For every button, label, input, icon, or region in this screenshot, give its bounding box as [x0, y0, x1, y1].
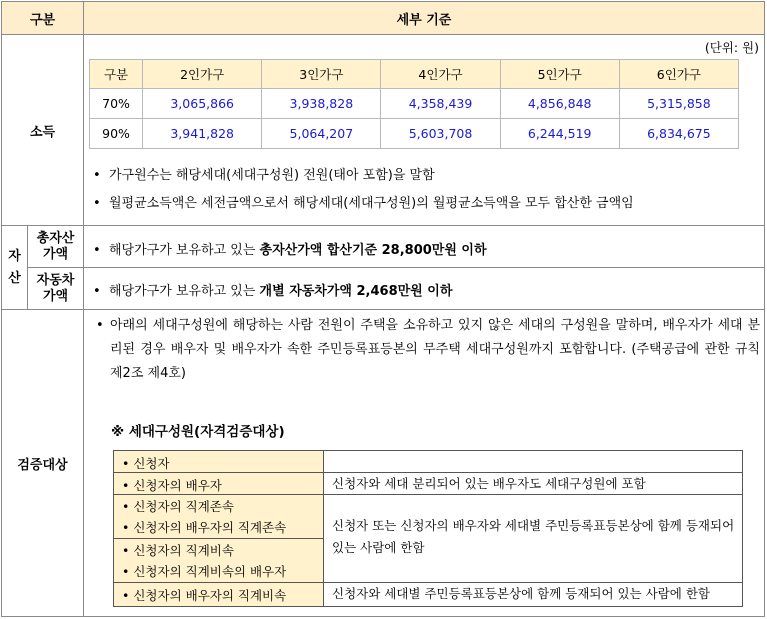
- car-value-criterion: [93, 280, 452, 304]
- condition-cell: [324, 583, 742, 606]
- car-value-label-line2: 가액: [42, 288, 69, 304]
- criterion-text: 해당가구가 보유하고 있는: [109, 243, 260, 258]
- target-description-text: 아래의 세대구성원에 해당하는 사람 전원이 주택을 소유하고 있지 않은 세대의 구성원을 말하며, 배우자가 세대 분리된 경우 배우자 및 배우자가 속한 주민등록표등본의 무주택 세대구성원까지 포함합니다. (주택공급에 관한 규칙 제2조 제4호): [110, 318, 760, 381]
- car-value-label: [28, 268, 84, 310]
- income-label: 소득: [2, 35, 84, 226]
- table-header-cell: 3인가구: [262, 60, 381, 89]
- member-cell: [114, 583, 324, 606]
- income-threshold-table: [89, 59, 739, 149]
- asset-label-line2: 산: [8, 270, 21, 286]
- bullet-icon: •: [93, 284, 101, 299]
- header-details: 세부 기준: [84, 2, 764, 35]
- member-cell: [114, 539, 324, 583]
- member-item: • 신청자의 직계비속의 배우자: [122, 564, 287, 579]
- total-asset-label-line1: 총자산: [36, 230, 75, 246]
- condition-text: 신청자와 세대 분리되어 있는 배우자도 세대구성원에 포함: [332, 476, 646, 491]
- total-asset-label: [28, 226, 84, 268]
- condition-cell-empty: [324, 451, 742, 473]
- table-cell-amount: 6,834,675: [619, 119, 738, 149]
- table-row: [90, 89, 739, 119]
- table-cell-amount: 6,244,519: [500, 119, 619, 149]
- condition-text: 신청자와 세대별 주민등록표등본상에 함께 등재되어 있는 사람에 한함: [332, 586, 710, 601]
- asset-label-line1: 자: [8, 248, 21, 264]
- table-header-row: [90, 60, 739, 89]
- condition-text: 신청자 또는 신청자의 배우자와 세대별 주민등록표등본상에 함께 등재되어 있는 사람에 한함: [332, 518, 735, 555]
- member-item: • 신청자의 직계비속: [122, 543, 234, 558]
- table-header-cell: 구분: [90, 60, 143, 89]
- member-item: • 신청자: [122, 456, 170, 471]
- criterion-text: 해당가구가 보유하고 있는: [109, 284, 260, 299]
- target-label: 검증대상: [2, 310, 84, 616]
- table-cell-percent: 70%: [90, 89, 143, 119]
- table-header-cell: 4인가구: [381, 60, 500, 89]
- member-item: • 신청자의 배우자의 직계비속: [122, 588, 287, 603]
- table-row: [90, 119, 739, 149]
- target-description: [96, 314, 760, 386]
- table-cell-percent: 90%: [90, 119, 143, 149]
- criterion-emphasis: 개별 자동차가액 2,468만원 이하: [259, 284, 453, 299]
- asset-label: [2, 226, 28, 310]
- income-note-text: 가구원수는 해당세대(세대구성원) 전원(태아 포함)을 말함: [109, 168, 435, 183]
- member-item: • 신청자의 직계존속: [122, 499, 234, 514]
- table-cell-amount: 5,315,858: [619, 89, 738, 119]
- member-cell: [114, 495, 324, 539]
- condition-cell: [324, 473, 742, 495]
- member-item: • 신청자의 배우자: [122, 478, 222, 493]
- member-cell: [114, 473, 324, 495]
- table-cell-amount: 4,856,848: [500, 89, 619, 119]
- car-value-label-line1: 자동차: [36, 272, 75, 288]
- table-header-cell: 2인가구: [143, 60, 262, 89]
- member-cell: [114, 451, 324, 473]
- table-cell-amount: 5,603,708: [381, 119, 500, 149]
- table-cell-amount: 3,941,828: [143, 119, 262, 149]
- income-note: [93, 192, 634, 216]
- income-note: [93, 164, 435, 188]
- member-item: • 신청자의 배우자의 직계존속: [122, 520, 287, 535]
- table-header-cell: 6인가구: [619, 60, 738, 89]
- table-cell-amount: 3,065,866: [143, 89, 262, 119]
- criterion-emphasis: 총자산가액 합산기준 28,800만원 이하: [259, 243, 487, 258]
- table-cell-amount: 5,064,207: [262, 119, 381, 149]
- bullet-icon: •: [93, 168, 101, 183]
- condition-cell: [324, 495, 742, 583]
- household-members-subtitle: ※ 세대구성원(자격검증대상): [111, 424, 285, 440]
- table-header-cell: 5인가구: [500, 60, 619, 89]
- header-category: 구분: [2, 2, 84, 35]
- table-cell-amount: 4,358,439: [381, 89, 500, 119]
- unit-note: (단위: 원): [704, 40, 759, 55]
- bullet-icon: •: [93, 243, 101, 258]
- total-asset-criterion: [93, 239, 487, 263]
- table-cell-amount: 3,938,828: [262, 89, 381, 119]
- total-asset-label-line2: 가액: [42, 246, 69, 262]
- bullet-icon: •: [93, 196, 101, 211]
- household-members-table: [113, 450, 743, 607]
- bullet-icon: •: [96, 318, 104, 333]
- income-note-text: 월평균소득액은 세전금액으로서 해당세대(세대구성원)의 월평균소득액을 모두 합산한 금액임: [109, 196, 634, 211]
